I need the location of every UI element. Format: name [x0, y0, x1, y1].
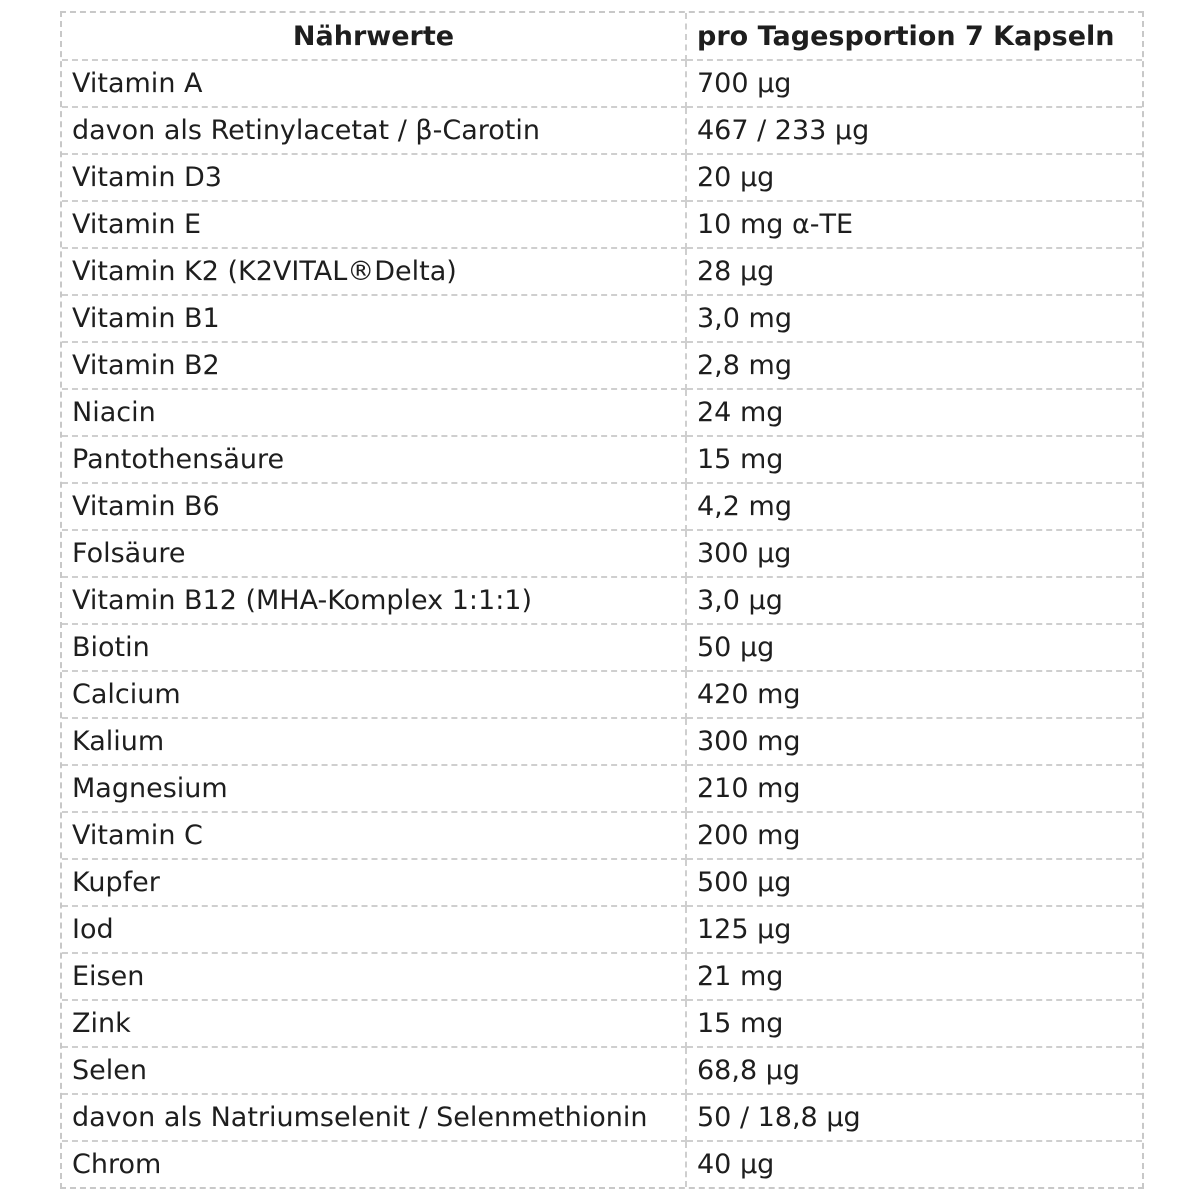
table-row	[62, 719, 1142, 766]
column-header-nutrient: Nährwerte	[62, 13, 687, 61]
nutrient-name: Vitamin D3	[62, 155, 687, 202]
table-row	[62, 766, 1142, 813]
table-row	[62, 61, 1142, 108]
nutrient-name: Vitamin A	[62, 61, 687, 108]
table-body	[62, 61, 1142, 1187]
table-row	[62, 578, 1142, 625]
nutrient-name: Vitamin B12 (MHA-Komplex 1:1:1)	[62, 578, 687, 625]
nutrient-name: Chrom	[62, 1142, 687, 1187]
table-row	[62, 343, 1142, 390]
nutrient-amount: 700 µg	[687, 61, 1142, 108]
nutrient-amount: 68,8 µg	[687, 1048, 1142, 1095]
nutrient-name: Vitamin E	[62, 202, 687, 249]
table-row	[62, 202, 1142, 249]
table-row	[62, 672, 1142, 719]
nutrition-table	[60, 11, 1144, 1189]
nutrient-name: Folsäure	[62, 531, 687, 578]
nutrient-name: Vitamin C	[62, 813, 687, 860]
table-row	[62, 108, 1142, 155]
nutrient-amount: 28 µg	[687, 249, 1142, 296]
table-row	[62, 954, 1142, 1001]
nutrient-amount: 125 µg	[687, 907, 1142, 954]
nutrient-name: Vitamin K2 (K2VITAL®Delta)	[62, 249, 687, 296]
nutrient-amount: 3,0 mg	[687, 296, 1142, 343]
table-row	[62, 484, 1142, 531]
nutrient-name: Pantothensäure	[62, 437, 687, 484]
table-row	[62, 1001, 1142, 1048]
table-row	[62, 1095, 1142, 1142]
nutrient-amount: 15 mg	[687, 437, 1142, 484]
nutrient-amount: 420 mg	[687, 672, 1142, 719]
nutrient-amount: 20 µg	[687, 155, 1142, 202]
nutrient-amount: 15 mg	[687, 1001, 1142, 1048]
nutrient-name: Biotin	[62, 625, 687, 672]
table-row	[62, 296, 1142, 343]
nutrition-table-container	[60, 11, 1140, 1189]
table-row	[62, 437, 1142, 484]
table-row	[62, 625, 1142, 672]
nutrient-amount: 2,8 mg	[687, 343, 1142, 390]
nutrient-name: Vitamin B2	[62, 343, 687, 390]
nutrient-amount: 467 / 233 µg	[687, 108, 1142, 155]
nutrient-amount: 40 µg	[697, 1149, 775, 1180]
nutrient-name: Magnesium	[62, 766, 687, 813]
nutrient-name: Kalium	[62, 719, 687, 766]
table-row	[62, 531, 1142, 578]
table-row	[62, 860, 1142, 907]
table-row	[62, 813, 1142, 860]
nutrient-amount: 50 / 18,8 µg	[687, 1095, 1142, 1142]
nutrient-amount: 210 mg	[687, 766, 1142, 813]
nutrient-amount: 21 mg	[687, 954, 1142, 1001]
nutrient-name: Iod	[62, 907, 687, 954]
nutrient-amount: 50 µg	[687, 625, 1142, 672]
nutrient-amount: 10 mg α-TE	[687, 202, 1142, 249]
nutrient-name: davon als Natriumselenit / Selenmethionin	[62, 1095, 687, 1142]
column-header-amount: pro Tagesportion 7 Kapseln	[687, 13, 1142, 61]
table-row	[62, 249, 1142, 296]
table-row	[62, 907, 1142, 954]
nutrient-name: Vitamin B6	[62, 484, 687, 531]
nutrient-name: Eisen	[62, 954, 687, 1001]
nutrient-name: Selen	[62, 1048, 687, 1095]
nutrient-amount: 3,0 µg	[687, 578, 1142, 625]
nutrient-amount: 300 µg	[687, 531, 1142, 578]
nutrient-amount: 500 µg	[687, 860, 1142, 907]
nutrient-amount: 4,2 mg	[687, 484, 1142, 531]
nutrient-name: Calcium	[62, 672, 687, 719]
nutrient-amount: 24 mg	[687, 390, 1142, 437]
nutrient-name: Zink	[62, 1001, 687, 1048]
table-header-row	[62, 13, 1142, 61]
table-row	[62, 155, 1142, 202]
nutrient-name: Niacin	[62, 390, 687, 437]
nutrient-name: davon als Retinylacetat / β-Carotin	[62, 108, 687, 155]
nutrient-name: Kupfer	[62, 860, 687, 907]
table-row	[62, 1142, 1142, 1187]
table-row	[62, 1048, 1142, 1095]
nutrient-amount: 300 mg	[687, 719, 1142, 766]
nutrient-amount: 200 mg	[687, 813, 1142, 860]
nutrient-name: Vitamin B1	[62, 296, 687, 343]
table-row	[62, 390, 1142, 437]
